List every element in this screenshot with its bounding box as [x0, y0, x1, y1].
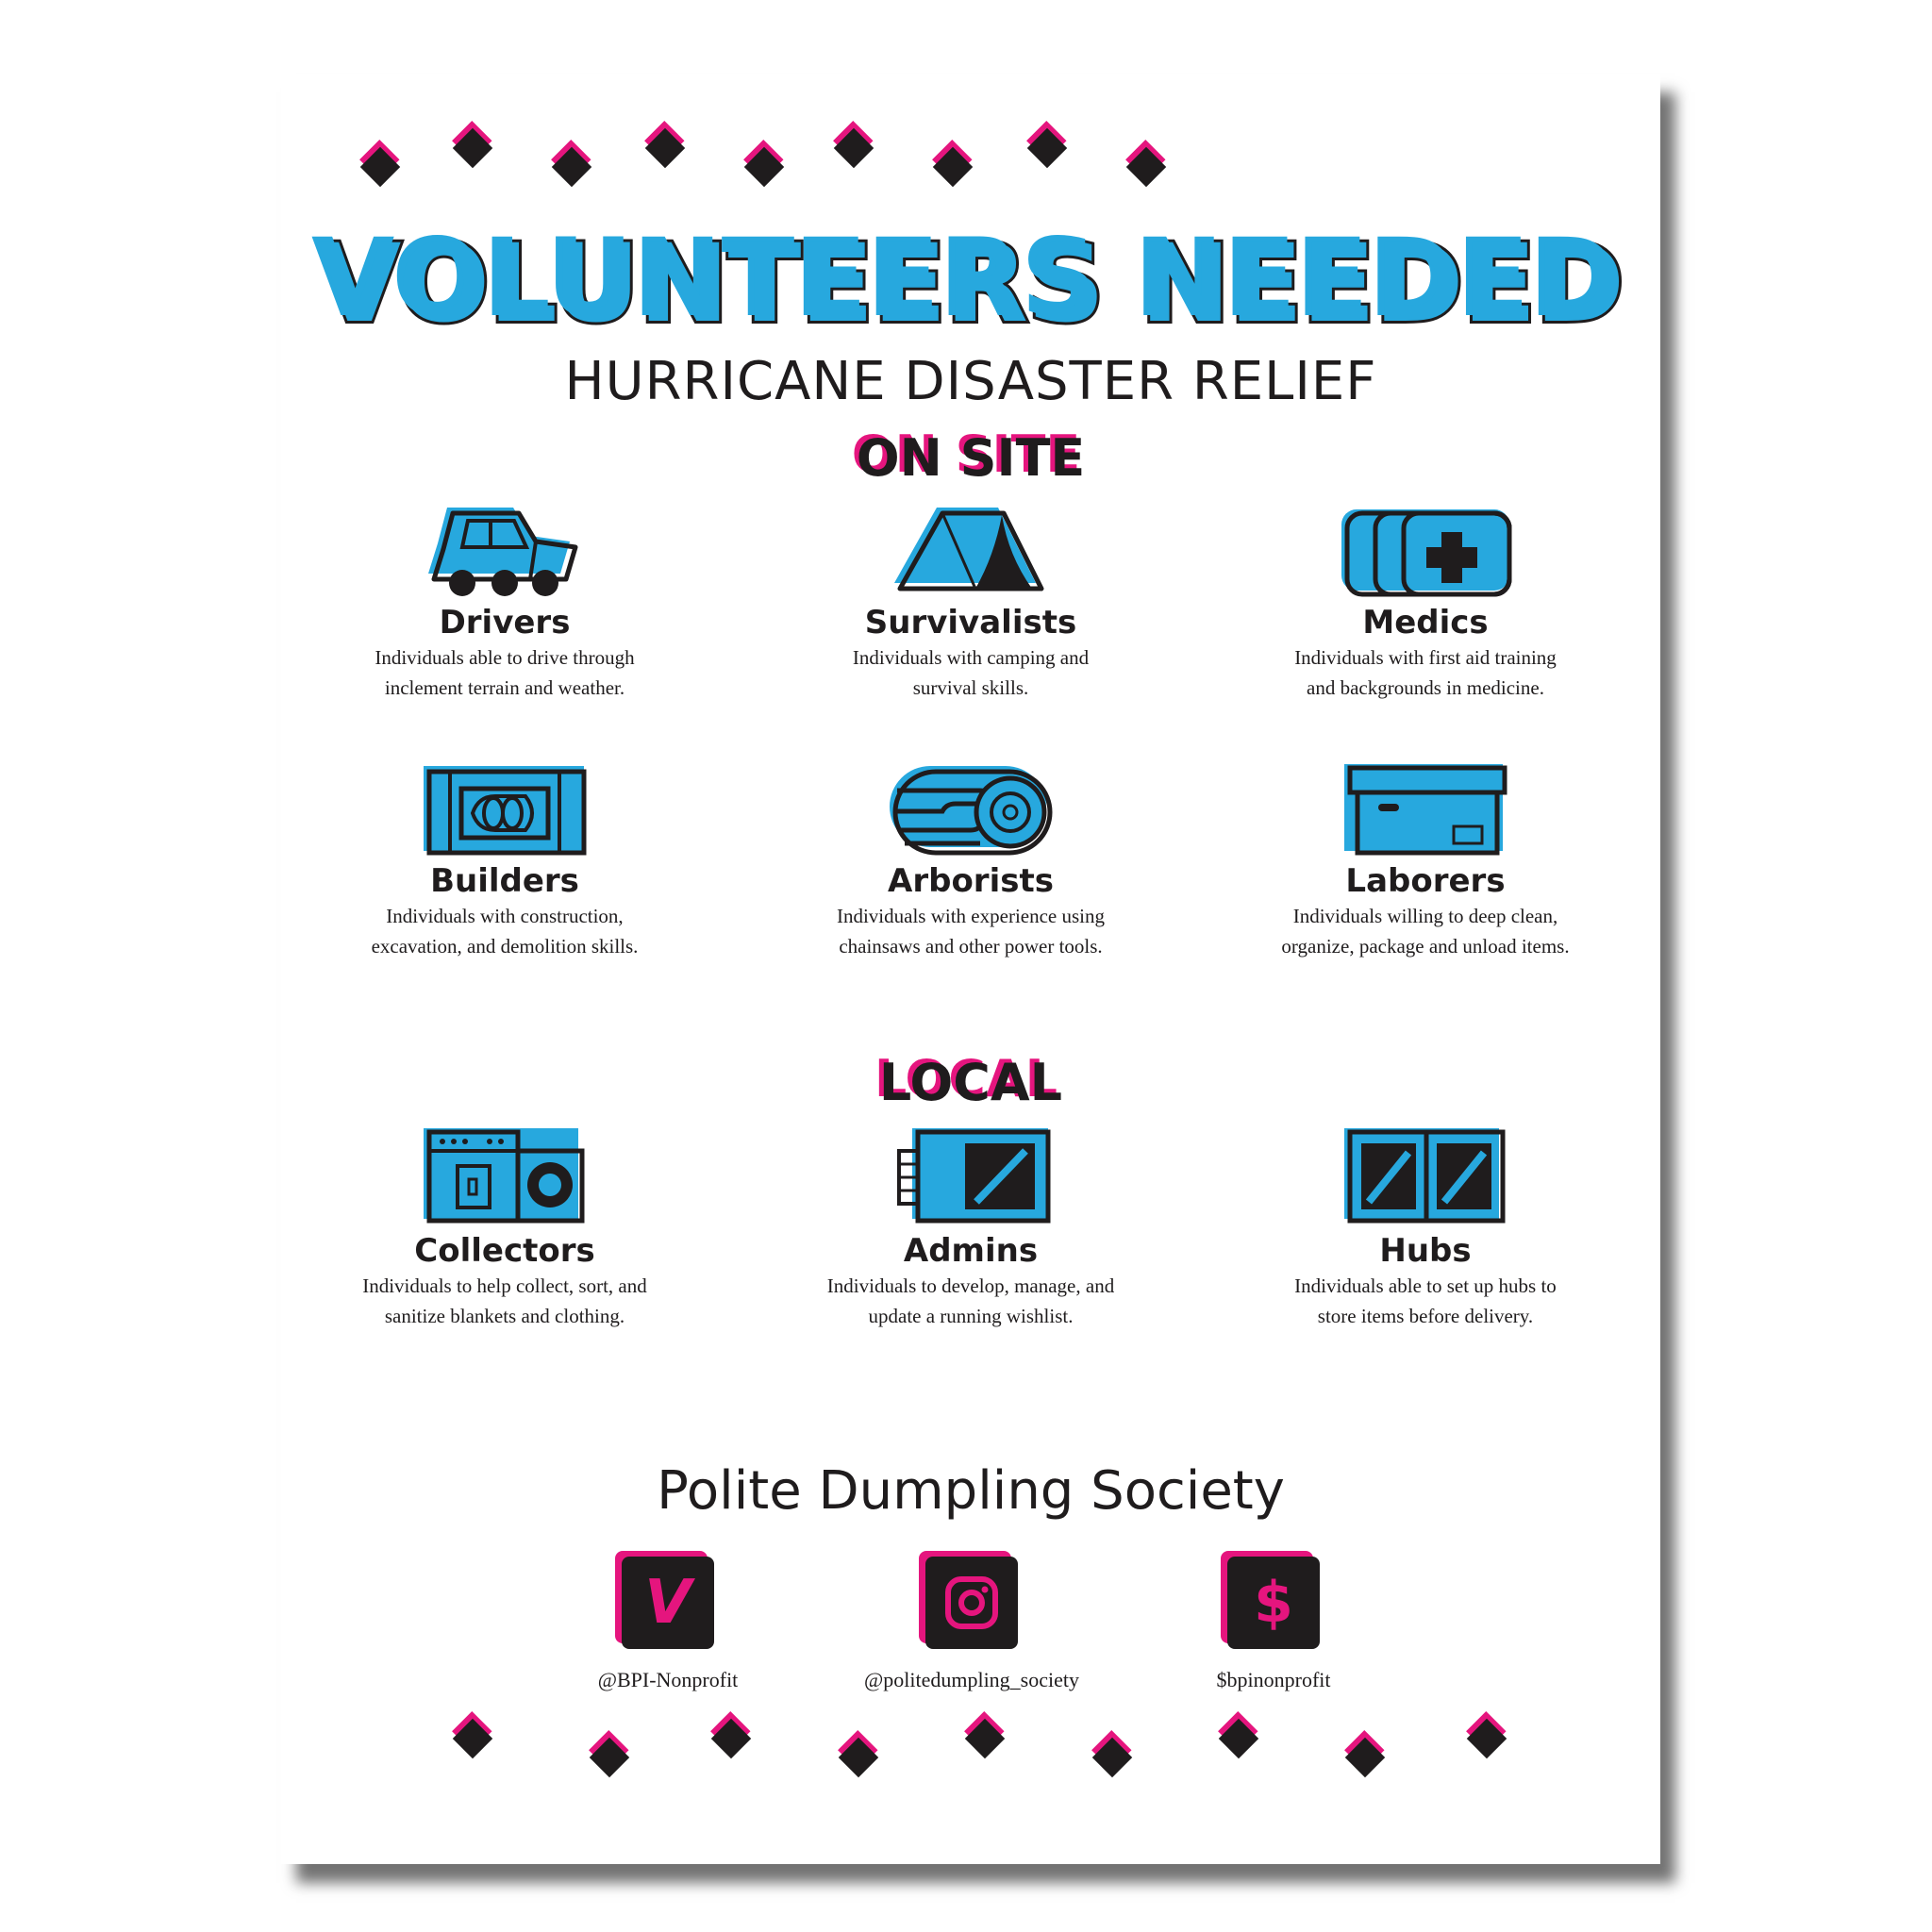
- diamond-icon: [834, 128, 874, 168]
- diamond-icon: [453, 128, 492, 168]
- diamond-icon: [744, 147, 784, 187]
- diamond-icon: [1467, 1719, 1507, 1758]
- diamond-icon: [590, 1738, 629, 1777]
- role-description-line2: organize, package and unload items.: [1281, 935, 1570, 958]
- social-cashapp[interactable]: [1132, 1557, 1415, 1692]
- diamond-icon: [1092, 1738, 1132, 1777]
- role-name: Admins: [903, 1232, 1039, 1270]
- diamond-icon: [1345, 1738, 1385, 1777]
- social-handle[interactable]: $bpinonprofit: [1216, 1668, 1331, 1691]
- bottom-diamond-border: [281, 1713, 1660, 1779]
- role-name: Hubs: [1379, 1232, 1472, 1270]
- diamond-icon: [1219, 1719, 1258, 1758]
- diamond-icon: [711, 1719, 751, 1758]
- role-card-laborers: [1227, 762, 1624, 960]
- cashapp-glyph: $: [1254, 1570, 1293, 1636]
- washer-dryer-icon: [420, 1126, 590, 1226]
- role-description-line1: Individuals able to drive through: [375, 646, 635, 669]
- role-description-line1: Individuals with camping and: [852, 646, 1090, 669]
- role-name: Survivalists: [864, 604, 1077, 641]
- role-name: Arborists: [888, 862, 1054, 900]
- role-description-line1: Individuals willing to deep clean,: [1292, 905, 1558, 927]
- role-description-line1: Individuals with construction,: [386, 905, 624, 927]
- diamond-icon: [453, 1719, 492, 1758]
- first-aid-kit-icon: [1336, 504, 1515, 598]
- role-description-line1: Individuals able to set up hubs to: [1294, 1274, 1557, 1297]
- role-card-arborists: [773, 762, 1169, 960]
- role-name: Collectors: [414, 1232, 595, 1270]
- diamond-icon: [552, 147, 591, 187]
- role-description-line1: Individuals with first aid training: [1294, 646, 1557, 669]
- role-description-line2: sanitize blankets and clothing.: [384, 1305, 625, 1327]
- diamond-icon: [1027, 128, 1067, 168]
- role-description-line2: inclement terrain and weather.: [384, 676, 625, 699]
- instagram-glyph: [944, 1575, 999, 1630]
- role-card-drivers: [307, 504, 703, 702]
- role-description-line1: Individuals to develop, manage, and: [826, 1274, 1115, 1297]
- social-handle[interactable]: @BPI-Nonprofit: [597, 1668, 739, 1691]
- diamond-icon: [1126, 147, 1166, 187]
- role-description-line1: Individuals to help collect, sort, and: [362, 1274, 647, 1297]
- role-name: Medics: [1362, 604, 1489, 641]
- role-card-survivalists: [773, 504, 1169, 702]
- role-card-medics: [1227, 504, 1624, 702]
- role-name: Builders: [430, 862, 579, 900]
- organization-name: Polite Dumpling Society: [657, 1460, 1285, 1522]
- storage-box-icon: [1341, 762, 1510, 857]
- tent-icon: [891, 504, 1051, 598]
- role-name: Drivers: [439, 604, 571, 641]
- clipboard-icon: [886, 1126, 1056, 1226]
- log-icon: [886, 762, 1056, 857]
- social-handle[interactable]: @politedumpling_society: [863, 1668, 1079, 1691]
- role-description-line2: and backgrounds in medicine.: [1307, 676, 1544, 699]
- page-subtitle: HURRICANE DISASTER RELIEF: [564, 351, 1377, 412]
- role-name: Laborers: [1345, 862, 1506, 900]
- cashapp-icon[interactable]: [1227, 1557, 1320, 1649]
- social-venmo[interactable]: [526, 1557, 809, 1692]
- role-description-line2: excavation, and demolition skills.: [371, 935, 639, 958]
- role-description-line2: store items before delivery.: [1317, 1305, 1534, 1327]
- social-instagram[interactable]: [830, 1557, 1113, 1692]
- window-icon: [1341, 1126, 1510, 1226]
- diamond-icon: [933, 147, 973, 187]
- section-title-on-site: ON SITE: [856, 428, 1086, 488]
- instagram-icon[interactable]: [925, 1557, 1018, 1649]
- role-description-line2: chainsaws and other power tools.: [839, 935, 1103, 958]
- building-panel-icon: [420, 762, 590, 857]
- role-card-hubs: [1227, 1126, 1624, 1330]
- poster: [281, 74, 1660, 1864]
- car-icon: [425, 504, 585, 598]
- venmo-icon[interactable]: [622, 1557, 714, 1649]
- role-description-line2: survival skills.: [912, 676, 1029, 699]
- top-diamond-border: [281, 123, 1660, 189]
- role-card-admins: [773, 1126, 1169, 1330]
- diamond-icon: [360, 147, 400, 187]
- role-description-line1: Individuals with experience using: [836, 905, 1105, 927]
- role-description-line2: update a running wishlist.: [868, 1305, 1074, 1327]
- role-card-builders: [307, 762, 703, 960]
- diamond-icon: [965, 1719, 1005, 1758]
- page-title: VOLUNTEERS NEEDED: [317, 221, 1624, 346]
- venmo-glyph: V: [644, 1568, 691, 1638]
- role-card-collectors: [307, 1126, 703, 1330]
- diamond-icon: [645, 128, 685, 168]
- section-title-local: LOCAL: [878, 1053, 1063, 1112]
- diamond-icon: [839, 1738, 878, 1777]
